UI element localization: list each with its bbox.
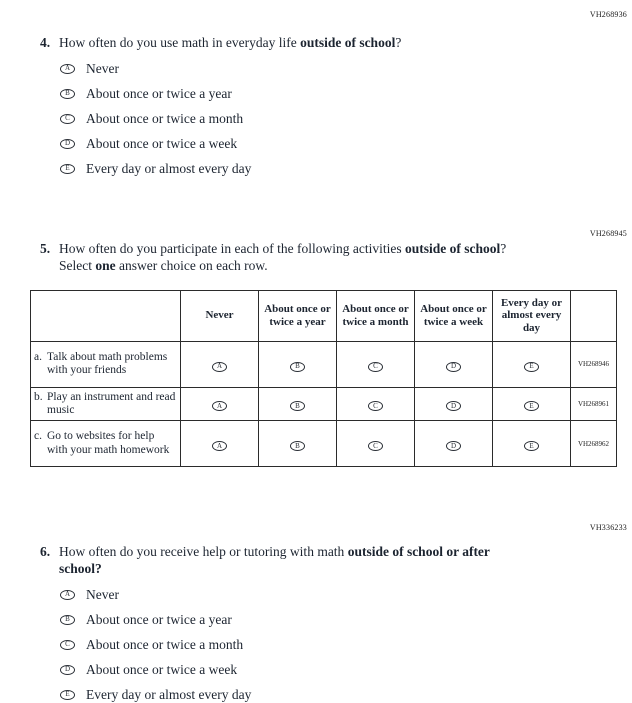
answer-bubble[interactable]: D xyxy=(60,665,75,675)
answer-bubble[interactable]: E xyxy=(60,690,75,700)
header-code xyxy=(571,290,617,341)
table-row-b xyxy=(31,387,617,420)
table-row-c xyxy=(31,421,617,467)
question-text-segment: ? xyxy=(395,35,402,50)
option-label: Never xyxy=(86,60,119,76)
row-label xyxy=(31,341,181,387)
question-text-bold: outside of school xyxy=(300,35,396,50)
question-text-bold: one xyxy=(95,257,116,273)
question-4 xyxy=(40,35,618,177)
header-never: Never xyxy=(181,290,259,341)
q4-option-month xyxy=(60,111,618,127)
question-6 xyxy=(40,544,618,703)
q6-options xyxy=(60,587,618,703)
question-text xyxy=(59,35,618,52)
answer-bubble[interactable]: A xyxy=(60,590,75,600)
answer-bubble[interactable]: D xyxy=(446,362,461,372)
answer-bubble[interactable]: A xyxy=(212,362,227,372)
question-number: 6. xyxy=(40,544,51,560)
answer-bubble[interactable]: E xyxy=(524,362,539,372)
answer-bubble[interactable]: A xyxy=(212,441,227,451)
question-text-segment: How often do you use math in everyday life xyxy=(59,35,301,50)
header-month: About once or twice a month xyxy=(337,290,415,341)
question-text-segment: answer choice on each row. xyxy=(115,257,268,273)
row-label xyxy=(31,387,181,420)
question-number: 4. xyxy=(40,35,51,50)
option-label: Every day or almost every day xyxy=(86,686,252,702)
answer-bubble[interactable]: D xyxy=(446,441,461,451)
header-year: About once or twice a year xyxy=(259,290,337,341)
header-week: About once or twice a week xyxy=(415,290,493,341)
answer-bubble[interactable]: C xyxy=(368,362,383,372)
answer-bubble[interactable]: E xyxy=(60,164,75,174)
row-code: VH268946 xyxy=(571,341,617,387)
accession-code-q6: VH336233 xyxy=(589,523,627,533)
q4-option-week xyxy=(60,136,618,152)
row-prefix: b. xyxy=(34,390,43,403)
header-everyday: Every day or almost every day xyxy=(493,290,571,341)
answer-bubble[interactable]: A xyxy=(212,401,227,411)
table-header-row xyxy=(31,290,617,341)
row-label xyxy=(31,421,181,467)
q4-options xyxy=(60,61,618,177)
question-text-bold: outside of school xyxy=(405,240,501,256)
q4-option-year xyxy=(60,86,618,102)
answer-bubble[interactable]: E xyxy=(524,441,539,451)
accession-code-q5: VH268945 xyxy=(589,228,627,238)
row-code: VH268961 xyxy=(571,387,617,420)
question-text xyxy=(59,544,529,578)
answer-bubble[interactable]: C xyxy=(60,114,75,124)
question-text-bold: ? xyxy=(95,560,102,576)
row-prefix: a. xyxy=(34,350,42,363)
q4-option-everyday xyxy=(60,161,618,177)
table-row-a xyxy=(31,341,617,387)
option-label: About once or twice a week xyxy=(86,135,238,151)
header-empty xyxy=(31,290,181,341)
question-5 xyxy=(40,241,618,275)
answer-bubble[interactable]: B xyxy=(60,615,75,625)
row-text: Go to websites for help with your math homework xyxy=(47,430,170,456)
answer-bubble[interactable]: C xyxy=(368,441,383,451)
question-text-segment: How often do you participate in each of the following activities xyxy=(59,240,406,256)
option-label: About once or twice a month xyxy=(86,110,244,126)
question-text-bold: outside of school or after school xyxy=(59,544,490,576)
answer-bubble[interactable]: C xyxy=(368,401,383,411)
answer-bubble[interactable]: A xyxy=(60,64,75,74)
q5-answer-table xyxy=(30,290,617,467)
accession-code-q4: VH268936 xyxy=(589,10,627,19)
question-text-segment: How often do you receive help or tutoring with math xyxy=(59,544,348,560)
row-prefix: c. xyxy=(34,430,42,443)
option-label: About once or twice a week xyxy=(86,661,238,677)
row-text: Play an instrument and read music xyxy=(47,390,176,416)
question-number: 5. xyxy=(40,240,51,256)
answer-bubble[interactable]: D xyxy=(446,401,461,411)
option-label: Every day or almost every day xyxy=(86,160,252,176)
q6-option-never xyxy=(60,587,618,603)
option-label: Never xyxy=(86,586,119,602)
option-label: About once or twice a year xyxy=(86,85,232,101)
question-text-segment: ? Select xyxy=(59,240,507,273)
answer-bubble[interactable]: B xyxy=(290,362,305,372)
answer-bubble[interactable]: D xyxy=(60,139,75,149)
q4-option-never xyxy=(60,61,618,77)
q6-option-everyday xyxy=(60,687,618,703)
answer-bubble[interactable]: B xyxy=(290,401,305,411)
q6-option-month xyxy=(60,637,618,653)
option-label: About once or twice a year xyxy=(86,611,232,627)
answer-bubble[interactable]: E xyxy=(524,401,539,411)
answer-bubble[interactable]: B xyxy=(60,89,75,99)
option-label: About once or twice a month xyxy=(86,636,244,652)
q6-option-year xyxy=(60,612,618,628)
answer-bubble[interactable]: C xyxy=(60,640,75,650)
question-text xyxy=(59,241,511,275)
q6-option-week xyxy=(60,662,618,678)
row-code: VH268962 xyxy=(571,421,617,467)
answer-bubble[interactable]: B xyxy=(290,441,305,451)
row-text: Talk about math problems with your friends xyxy=(47,350,168,377)
